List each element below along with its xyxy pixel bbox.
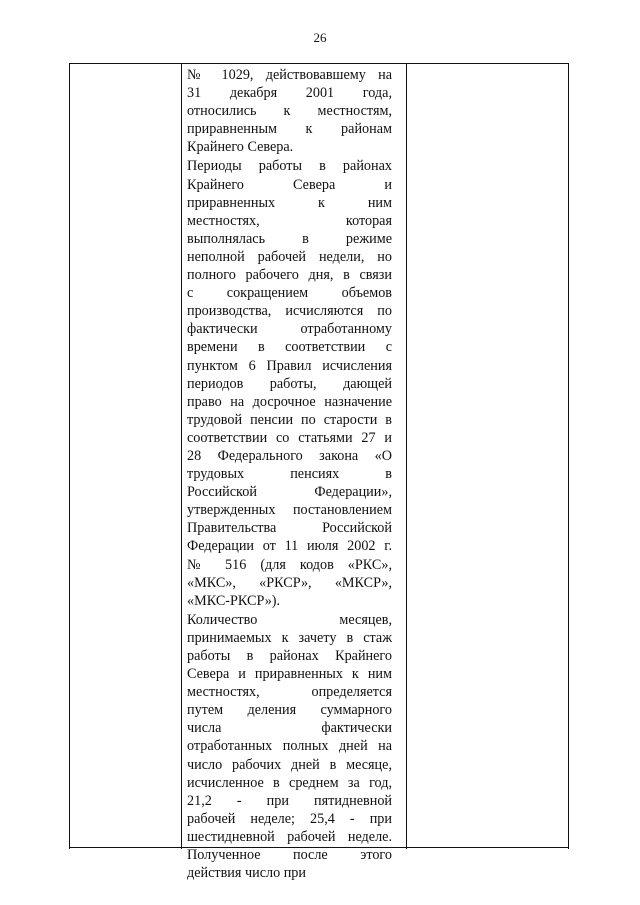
text-line: № 1029, действовавшему на	[187, 67, 392, 83]
text-line: Крайнего Севера.	[187, 139, 294, 156]
text-line: соответствии со статьями 27 и	[187, 429, 392, 446]
text-line: Полученное после этого	[187, 847, 392, 864]
text-line: путем деления суммарного	[187, 702, 392, 719]
text-line: 21,2 - при пятидневной	[187, 792, 392, 809]
text-line: полного рабочего дня, в связи	[187, 267, 392, 284]
text-line: «МКС», «РКСР», «МКСР»,	[187, 574, 392, 591]
text-line: Крайнего Севера и	[187, 176, 392, 193]
text-line: № 516 (для кодов «РКС»,	[187, 556, 392, 573]
page-number: 26	[313, 30, 327, 45]
text-line: действия число при	[187, 865, 306, 882]
text-line: приравненных к ним	[187, 194, 392, 211]
table-column-divider-right	[406, 64, 407, 849]
table-middle-column-text	[187, 66, 392, 882]
text-line: местностях, определяется	[187, 684, 392, 701]
text-line: относились к местностям,	[187, 103, 392, 120]
text-line: 28 Федерального закона «О	[187, 447, 392, 464]
text-line: право на досрочное назначение	[187, 393, 392, 410]
text-line: выполнялась в режиме	[187, 230, 392, 247]
text-line: с сокращением объемов	[187, 285, 392, 302]
text-line: Периоды работы в районах	[187, 158, 392, 175]
text-line: рабочей неделе; 25,4 - при	[187, 810, 392, 827]
text-line: работы в районах Крайнего	[187, 648, 392, 664]
text-paragraph	[187, 66, 392, 156]
text-line: отработанных полных дней на	[187, 738, 392, 755]
text-line: принимаемых к зачету в стаж	[187, 629, 392, 646]
text-paragraph	[187, 611, 392, 882]
text-line: пунктом 6 Правил исчисления	[187, 357, 392, 374]
text-paragraph	[187, 157, 392, 609]
text-line: местностях, которая	[187, 212, 392, 229]
text-line: приравненным к районам	[187, 121, 392, 138]
text-line: «МКС-РКСР»).	[187, 592, 281, 609]
text-line: утвержденных постановлением	[187, 502, 392, 519]
text-line: Количество месяцев,	[187, 611, 392, 628]
table-column-divider-left	[181, 64, 182, 849]
text-line: Севера и приравненных к ним	[187, 666, 392, 683]
text-line: Правительства Российской	[187, 520, 392, 537]
text-line: исчисленное в среднем за год,	[187, 774, 392, 791]
text-line: фактически отработанному	[187, 321, 392, 338]
text-line: производства, исчисляются по	[187, 303, 392, 320]
text-line: Российской Федерации»,	[187, 484, 392, 501]
text-line: периодов работы, дающей	[187, 375, 392, 392]
text-line: времени в соответствии с	[187, 339, 392, 356]
text-line: число рабочих дней в месяце,	[187, 756, 392, 773]
text-line: числа фактически	[187, 720, 392, 737]
text-line: трудовых пенсиях в	[187, 466, 392, 483]
text-line: трудовой пенсии по старости в	[187, 411, 392, 428]
text-line: шестидневной рабочей неделе.	[187, 828, 392, 845]
text-line: 31 декабря 2001 года,	[187, 85, 392, 102]
text-line: неполной рабочей недели, но	[187, 248, 392, 265]
text-line: Федерации от 11 июля 2002 г.	[187, 538, 392, 555]
